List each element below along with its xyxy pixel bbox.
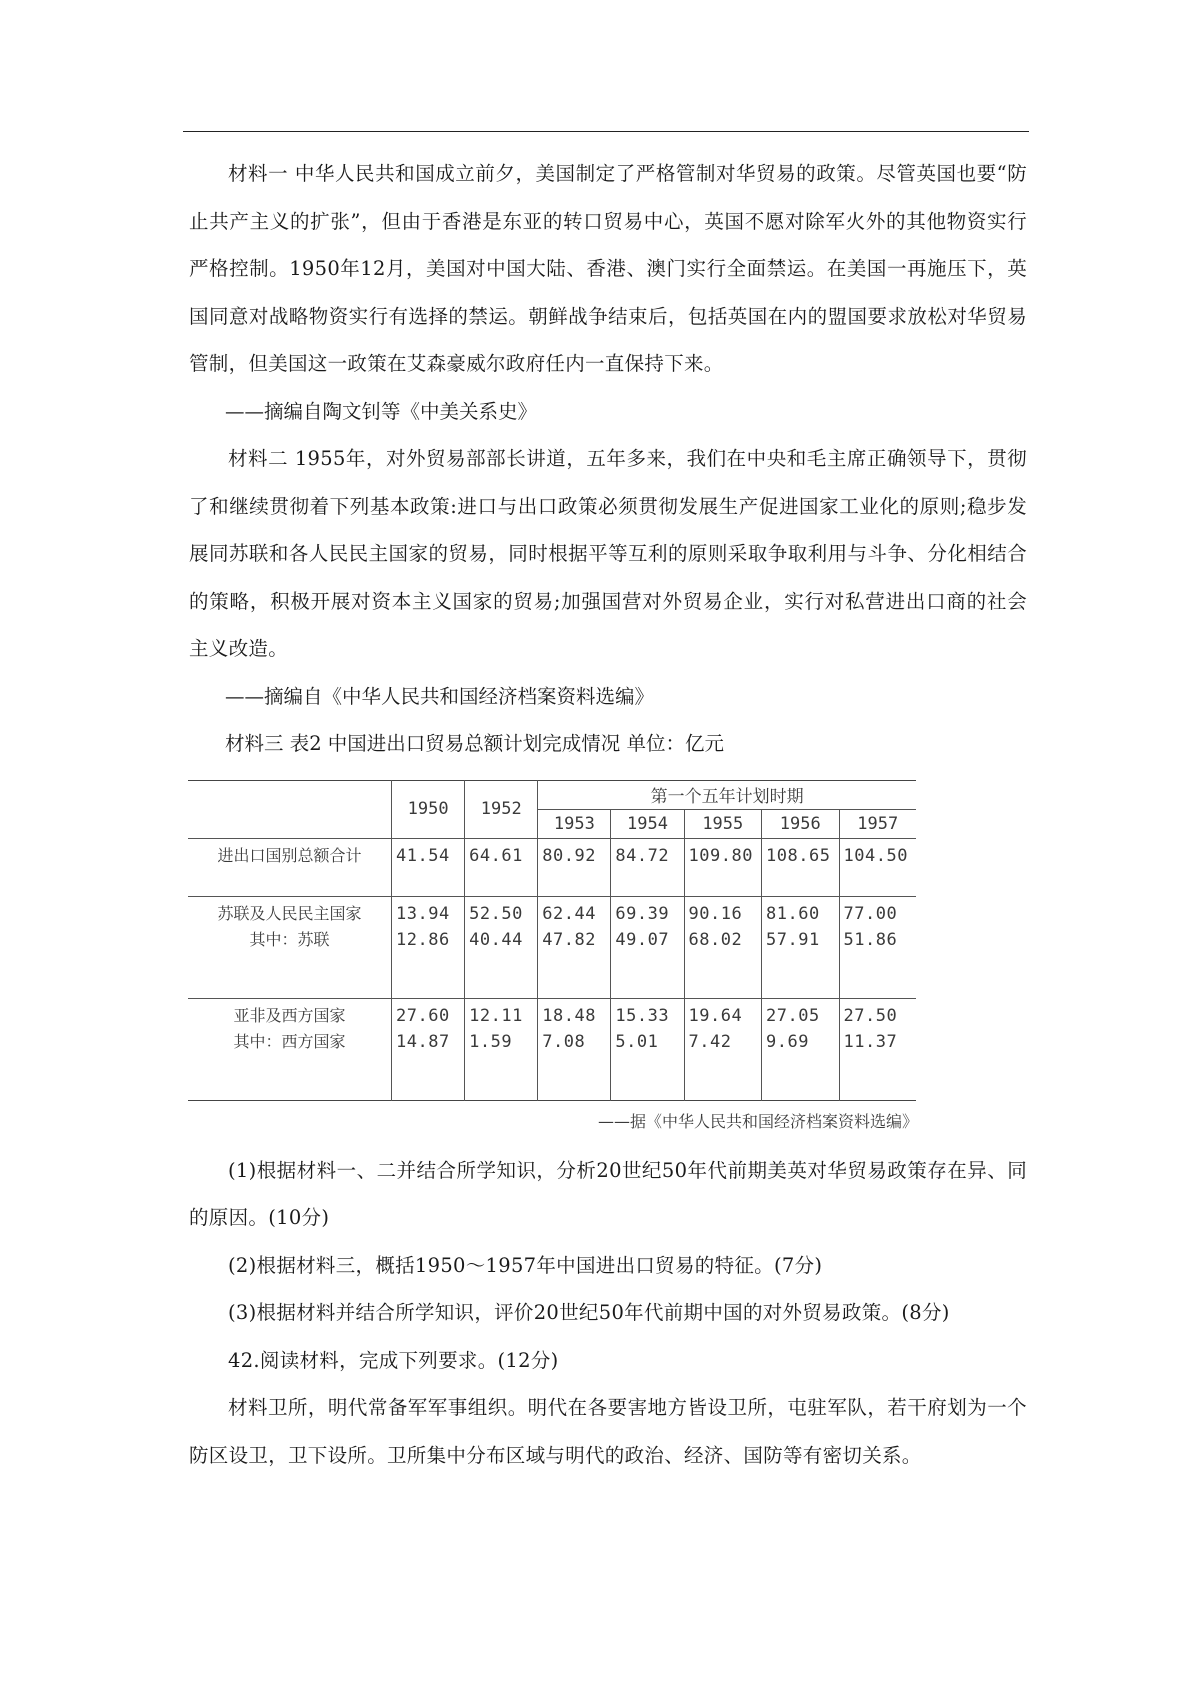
table-cell: 62.44 47.82 [538,896,611,998]
table-cell: 13.94 12.86 [392,896,465,998]
table-cell: 18.48 7.08 [538,998,611,1100]
document-body [189,150,1027,1479]
year-header: 1953 [538,809,611,838]
material-2-source: ——摘编自《中华人民共和国经济档案资料选编》 [225,684,655,708]
year-header: 1952 [465,780,538,838]
five-year-plan-header: 第一个五年计划时期 [538,780,916,809]
table-cell: 15.33 5.01 [611,998,684,1100]
question-2: (2)根据材料三，概括1950～1957年中国进出口贸易的特征。(7分) [228,1253,823,1277]
table-row [188,896,916,998]
table-cell: 80.92 [538,838,611,896]
table-cell: 12.11 1.59 [465,998,538,1100]
question-42-heading: 42.阅读材料，完成下列要求。(12分) [228,1348,559,1372]
question-42-material: 材料卫所，明代常备军军事组织。明代在各要害地方皆设卫所，屯驻军队，若干府划为一个防区设卫，卫下设所。卫所集中分布区域与明代的政治、经济、国防等有密切关系。 [189,1396,1027,1467]
table-cell: 27.60 14.87 [392,998,465,1100]
year-header: 1950 [392,780,465,838]
table-cell: 108.65 [762,838,839,896]
table-cell: 69.39 49.07 [611,896,684,998]
table-cell: 64.61 [465,838,538,896]
table-cell: 81.60 57.91 [762,896,839,998]
table-cell: 41.54 [392,838,465,896]
question-3: (3)根据材料并结合所学知识，评价20世纪50年代前期中国的对外贸易政策。(8分) [228,1301,950,1324]
table-source: ——据《中华人民共和国经济档案资料选编》 [597,1111,918,1131]
year-header: 1954 [611,809,684,838]
trade-table-wrap [188,780,928,1135]
question-1: (1)根据材料一、二并结合所学知识，分析20世纪50年代前期美英对华贸易政策存在异、同的原因。(10分) [189,1158,1027,1229]
table-cell: 27.05 9.69 [762,998,839,1100]
questions [189,1147,1027,1480]
material-1-source: ——摘编自陶文钊等《中美关系史》 [225,399,538,423]
table-row [188,998,916,1100]
table-cell: 84.72 [611,838,684,896]
header-rule [183,131,1029,132]
row-label: 亚非及西方国家 其中：西方国家 [233,1005,346,1051]
table-cell: 52.50 40.44 [465,896,538,998]
trade-table [188,780,916,1101]
table-cell: 77.00 51.86 [839,896,916,998]
row-label: 进出口国别总额合计 [217,845,362,865]
table-cell: 90.16 68.02 [684,896,761,998]
year-header: 1956 [762,809,839,838]
table-cell: 27.50 11.37 [839,998,916,1100]
table-cell: 104.50 [839,838,916,896]
table-cell: 109.80 [684,838,761,896]
table-caption: 材料三 表2 中国进出口贸易总额计划完成情况 单位：亿元 [225,732,725,755]
row-label: 苏联及人民民主国家 其中：苏联 [217,903,362,949]
table-corner [188,780,392,838]
year-header: 1957 [839,809,916,838]
material-2-text: 材料二 1955年，对外贸易部部长讲道，五年多来，我们在中央和毛主席正确领导下，贯彻了和继续贯彻着下列基本政策:进口与出口政策必须贯彻发展生产促进国家工业化的原则;稳步发展同苏联和各人民民主国家的贸易，同时根据平等互利的原则采取争取利用与斗争、分化相结合的策略，积极开展对资本主义国家的贸易;加强国营对外贸易企业，实行对私营进出口商的社会主义改造。 [189,447,1027,660]
table-cell: 19.64 7.42 [684,998,761,1100]
table-row [188,838,916,896]
year-header: 1955 [684,809,761,838]
material-1-text: 材料一 中华人民共和国成立前夕，美国制定了严格管制对华贸易的政策。尽管英国也要“防止共产主义的扩张”，但由于香港是东亚的转口贸易中心，英国不愿对除军火外的其他物资实行严格控制。1950年12月，美国对中国大陆、香港、澳门实行全面禁运。在美国一再施压下，英国同意对战略物资实行有选择的禁运。朝鲜战争结束后，包括英国在内的盟国要求放松对华贸易管制，但美国这一政策在艾森豪威尔政府任内一直保持下来。 [189,162,1027,375]
